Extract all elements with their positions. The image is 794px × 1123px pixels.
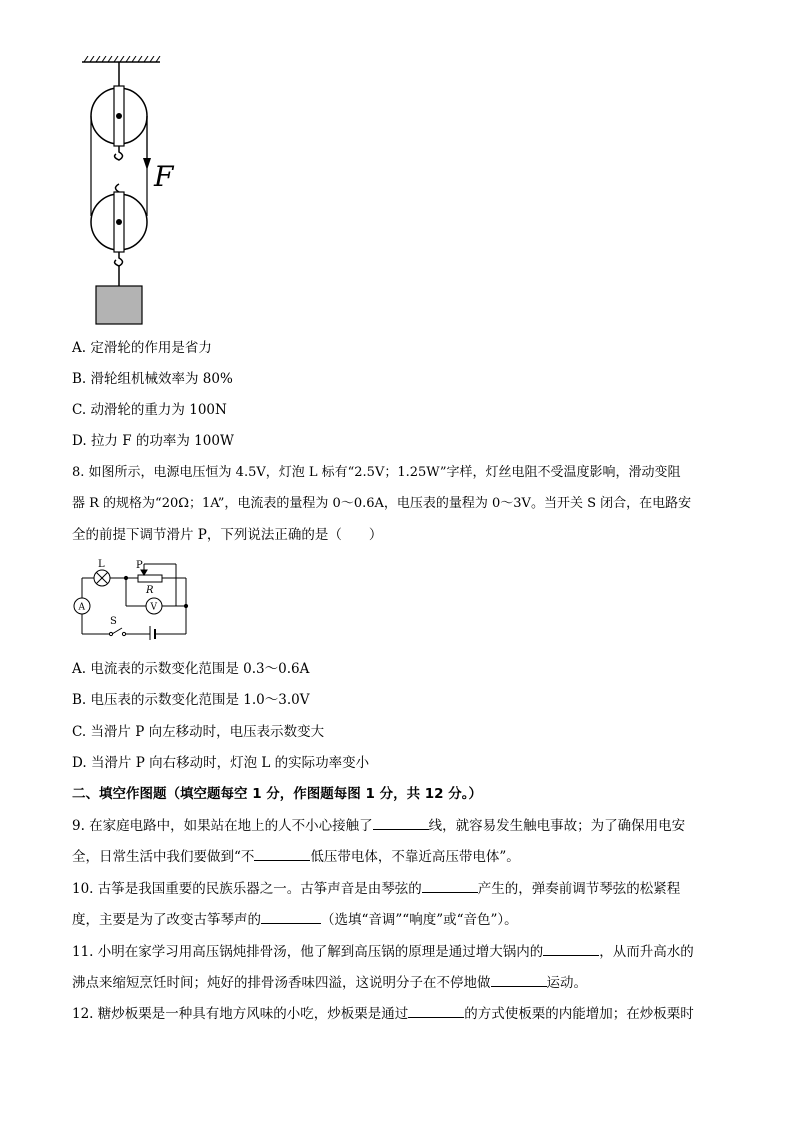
ammeter-label: A: [78, 602, 85, 613]
pulley-system-figure: [74, 56, 184, 328]
q8-stem-line-1: 8. 如图所示，电源电压恒为 4.5V，灯泡 L 标有“2.5V；1.25W”字样，灯丝电阻不受温度影响，滑动变阻: [72, 465, 681, 480]
q7-option-b: B. 滑轮组机械效率为 80%: [72, 371, 233, 387]
force-label: F: [154, 160, 174, 193]
q9-blank-2[interactable]: [254, 846, 310, 861]
q12-line-1: 12. 糖炒板栗是一种具有地方风味的小吃，炒板栗是通过 的方式使板栗的内能增加；在炒板栗时: [72, 1003, 694, 1024]
switch-label: S: [110, 616, 117, 627]
section-2-heading: 二、填空作图题（填空题每空 1 分，作图题每图 1 分，共 12 分。）: [72, 786, 483, 802]
q9-line-1: 9. 在家庭电路中，如果站在地上的人不小心接触了 线，就容易发生触电事故；为了确保用电安: [72, 815, 685, 836]
lamp-label: L: [98, 559, 105, 570]
rheostat-label: R: [146, 585, 154, 596]
q8-option-a: A. 电流表的示数变化范围是 0.3～0.6A: [72, 661, 310, 677]
q10-line-2: 度，主要是为了改变古筝琴声的 （选填“音调”“响度”或“音色”）。: [72, 909, 518, 930]
q8-stem-line-2: 器 R 的规格为“20Ω；1A”，电流表的量程为 0～0.6A，电压表的量程为 0～3V。当开关 S 闭合，在电路安: [72, 496, 692, 511]
q7-option-a: A. 定滑轮的作用是省力: [72, 340, 212, 356]
voltmeter-label: V: [150, 602, 157, 613]
q9-blank-1[interactable]: [373, 815, 429, 830]
q11-blank-1[interactable]: [543, 941, 599, 956]
q11-line-1: 11. 小明在家学习用高压锅炖排骨汤，他了解到高压锅的原理是通过增大锅内的 ，从而升高水的: [72, 941, 694, 962]
q9-line-2: 全，日常生活中我们要做到“不 低压带电体，不靠近高压带电体”。: [72, 846, 520, 867]
slider-label: P: [136, 560, 143, 571]
q11-blank-2[interactable]: [491, 972, 547, 987]
q10-blank-1[interactable]: [422, 878, 478, 893]
q7-option-d: D. 拉力 F 的功率为 100W: [72, 433, 234, 449]
circuit-diagram-figure: [72, 556, 202, 640]
q8-option-c: C. 当滑片 P 向左移动时，电压表示数变大: [72, 724, 325, 740]
q8-stem-line-3: 全的前提下调节滑片 P，下列说法正确的是（ ）: [72, 527, 383, 543]
q12-blank-1[interactable]: [408, 1003, 464, 1018]
q8-option-d: D. 当滑片 P 向右移动时，灯泡 L 的实际功率变小: [72, 755, 370, 771]
q7-option-c: C. 动滑轮的重力为 100N: [72, 402, 227, 418]
q10-line-1: 10. 古筝是我国重要的民族乐器之一。古筝声音是由琴弦的 产生的，弹奏前调节琴弦的松紧程: [72, 878, 680, 899]
q8-option-b: B. 电压表的示数变化范围是 1.0～3.0V: [72, 692, 310, 708]
q11-line-2: 沸点来缩短烹饪时间；炖好的排骨汤香味四溢，这说明分子在不停地做 运动。: [72, 972, 587, 993]
q10-blank-2[interactable]: [261, 909, 321, 924]
